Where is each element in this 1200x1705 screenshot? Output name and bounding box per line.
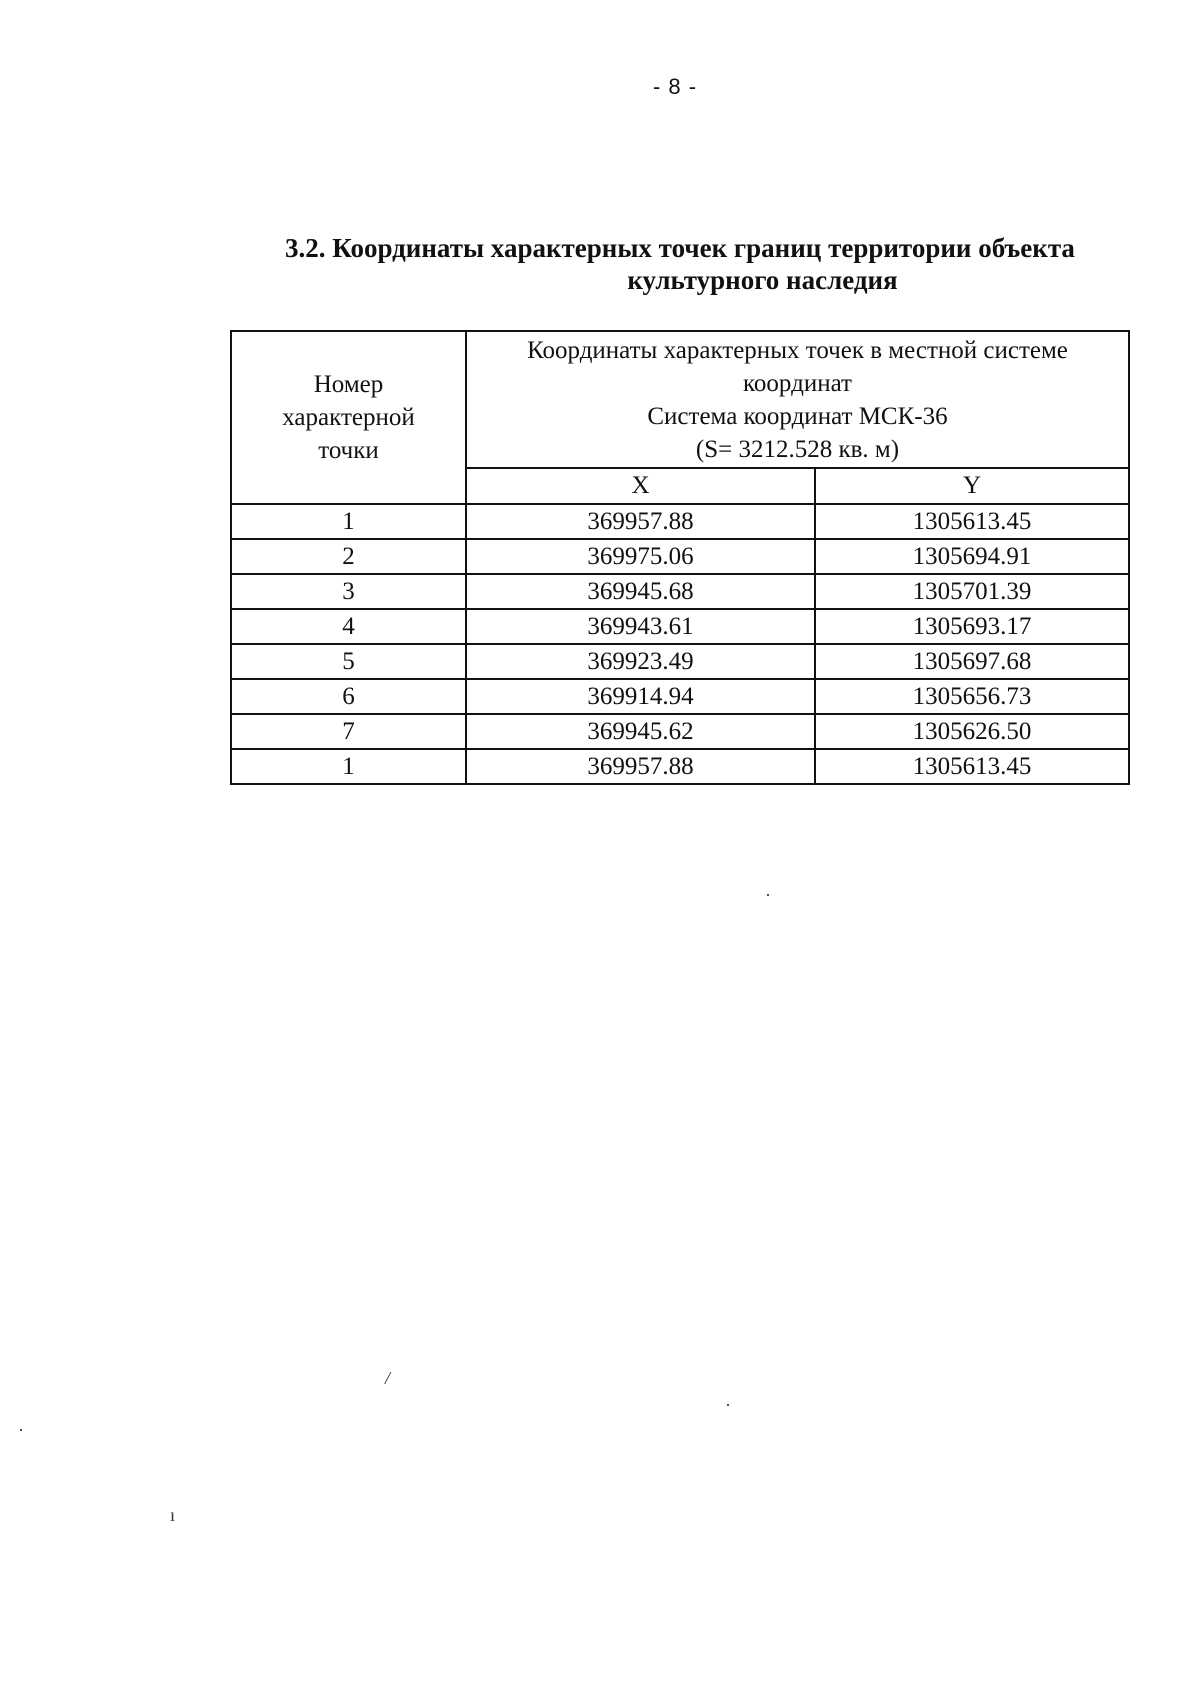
scan-speck: / — [385, 1368, 391, 1388]
section-heading — [285, 232, 1145, 296]
table-row — [231, 679, 1129, 714]
x-cell: 369945.68 — [466, 574, 815, 609]
y-cell: 1305656.73 — [815, 679, 1129, 714]
table-row — [231, 539, 1129, 574]
point-number-header-line: характерной — [282, 404, 415, 431]
table-row — [231, 749, 1129, 784]
point-number-cell: 5 — [231, 644, 466, 679]
x-cell: 369975.06 — [466, 539, 815, 574]
point-number-cell: 1 — [231, 749, 466, 784]
table-row — [231, 504, 1129, 539]
y-cell: 1305626.50 — [815, 714, 1129, 749]
point-number-header-line: Номер — [313, 371, 384, 398]
point-number-cell: 4 — [231, 609, 466, 644]
point-number-header — [231, 331, 466, 504]
y-cell: 1305693.17 — [815, 609, 1129, 644]
table-row — [231, 609, 1129, 644]
point-number-cell: 1 — [231, 504, 466, 539]
table-row — [231, 714, 1129, 749]
table-row — [231, 574, 1129, 609]
page-number: - 8 - — [652, 74, 698, 99]
scan-speck: · — [18, 1420, 24, 1440]
point-number-cell: 7 — [231, 714, 466, 749]
point-number-cell: 6 — [231, 679, 466, 714]
coordinates-table — [230, 330, 1130, 785]
y-cell: 1305613.45 — [815, 504, 1129, 539]
coordinates-group-header — [466, 331, 1129, 468]
scan-speck: · — [725, 1395, 731, 1415]
coordinates-group-header-line: (S= 3212.528 кв. м) — [695, 435, 900, 463]
y-cell: 1305701.39 — [815, 574, 1129, 609]
y-cell: 1305697.68 — [815, 644, 1129, 679]
coordinates-group-header-line: Система координат МСК-36 — [647, 402, 948, 430]
x-cell: 369923.49 — [466, 644, 815, 679]
point-number-cell: 2 — [231, 539, 466, 574]
x-cell: 369914.94 — [466, 679, 815, 714]
point-number-header-line: точки — [318, 437, 379, 464]
y-column-header: Y — [815, 468, 1129, 504]
point-number-cell: 3 — [231, 574, 466, 609]
coordinates-group-header-line: Координаты характерных точек в местной системе — [527, 336, 1068, 364]
y-cell: 1305613.45 — [815, 749, 1129, 784]
scan-speck: · — [765, 885, 771, 905]
x-cell: 369957.88 — [466, 749, 815, 784]
section-heading-line-1: 3.2. Координаты характерных точек границ территории объекта — [285, 233, 1075, 263]
table-row — [231, 644, 1129, 679]
x-cell: 369945.62 — [466, 714, 815, 749]
x-column-header: X — [466, 468, 815, 504]
y-cell: 1305694.91 — [815, 539, 1129, 574]
x-cell: 369957.88 — [466, 504, 815, 539]
x-cell: 369943.61 — [466, 609, 815, 644]
coordinates-group-header-line: координат — [743, 369, 852, 397]
section-heading-line-2: культурного наследия — [627, 265, 898, 295]
scan-speck: ı — [170, 1505, 176, 1525]
